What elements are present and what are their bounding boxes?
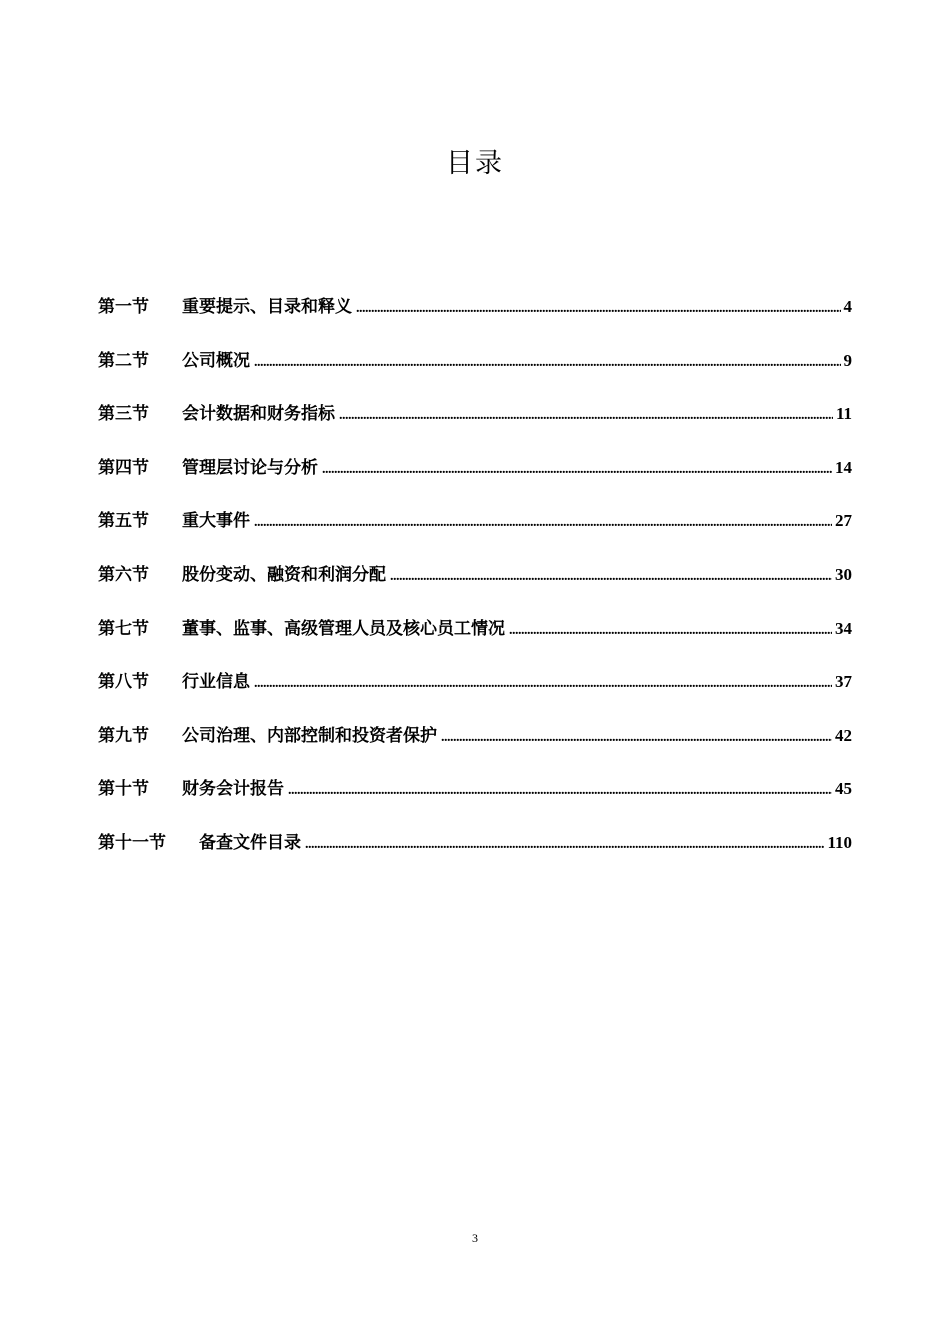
toc-section-number: 第十一节 <box>98 832 166 853</box>
toc-entry[interactable] <box>98 453 852 507</box>
toc-section-title: 重要提示、目录和释义 <box>182 297 352 317</box>
toc-page-number: 27 <box>835 511 852 531</box>
page-title: 目录 <box>446 148 504 179</box>
toc-page-number: 4 <box>843 297 852 316</box>
toc-entry[interactable] <box>98 292 852 346</box>
toc-section-title: 行业信息 <box>182 672 250 693</box>
toc-page-number: 37 <box>835 672 852 692</box>
toc-section-number: 第八节 <box>98 672 149 693</box>
toc-section-number: 第七节 <box>98 618 149 639</box>
toc-section-number: 第十节 <box>98 779 149 800</box>
toc-page-number: 42 <box>835 725 852 745</box>
toc-section-number: 第二节 <box>98 350 149 371</box>
toc-entry[interactable] <box>98 721 852 775</box>
toc-page-number: 9 <box>843 350 852 370</box>
toc-dot-leader <box>288 783 832 799</box>
toc-dot-leader <box>441 730 832 746</box>
toc-section-title: 公司概况 <box>182 350 250 371</box>
toc-entry[interactable] <box>98 667 852 721</box>
toc-entry[interactable] <box>98 506 852 560</box>
toc-dot-leader <box>509 623 832 639</box>
toc-entry[interactable] <box>98 828 852 882</box>
toc-section-title: 股份变动、融资和利润分配 <box>182 564 386 585</box>
toc-page-number: 11 <box>835 404 852 424</box>
page-number-footer: 3 <box>472 1231 478 1245</box>
table-of-contents <box>98 292 852 882</box>
toc-section-title: 管理层讨论与分析 <box>182 457 318 478</box>
toc-section-title: 财务会计报告 <box>182 779 284 800</box>
toc-page-number: 14 <box>835 457 852 477</box>
toc-page-number: 34 <box>835 618 852 638</box>
toc-entry[interactable] <box>98 614 852 668</box>
toc-dot-leader <box>339 408 833 424</box>
toc-dot-leader <box>254 676 832 692</box>
toc-dot-leader <box>254 355 841 371</box>
toc-dot-leader <box>305 837 824 853</box>
toc-entry[interactable] <box>98 399 852 453</box>
toc-section-title: 会计数据和财务指标 <box>182 404 335 425</box>
toc-dot-leader <box>390 569 832 585</box>
toc-section-title: 备查文件目录 <box>199 832 301 853</box>
toc-section-number: 第六节 <box>98 564 149 585</box>
toc-page-number: 30 <box>835 564 852 584</box>
toc-section-number: 第九节 <box>98 725 149 746</box>
toc-section-title: 董事、监事、高级管理人员及核心员工情况 <box>182 618 505 639</box>
toc-dot-leader <box>254 515 832 531</box>
toc-section-title: 重大事件 <box>182 511 250 532</box>
toc-section-number: 第四节 <box>98 457 149 478</box>
toc-dot-leader <box>356 301 841 317</box>
toc-section-title: 公司治理、内部控制和投资者保护 <box>182 725 437 746</box>
toc-section-number: 第五节 <box>98 511 149 532</box>
toc-entry[interactable] <box>98 560 852 614</box>
toc-section-number: 第一节 <box>98 297 149 317</box>
toc-dot-leader <box>322 462 832 478</box>
toc-entry[interactable] <box>98 346 852 400</box>
toc-page-number: 45 <box>835 779 852 799</box>
toc-page-number: 110 <box>827 832 852 852</box>
toc-section-number: 第三节 <box>98 404 149 425</box>
toc-entry[interactable] <box>98 774 852 828</box>
